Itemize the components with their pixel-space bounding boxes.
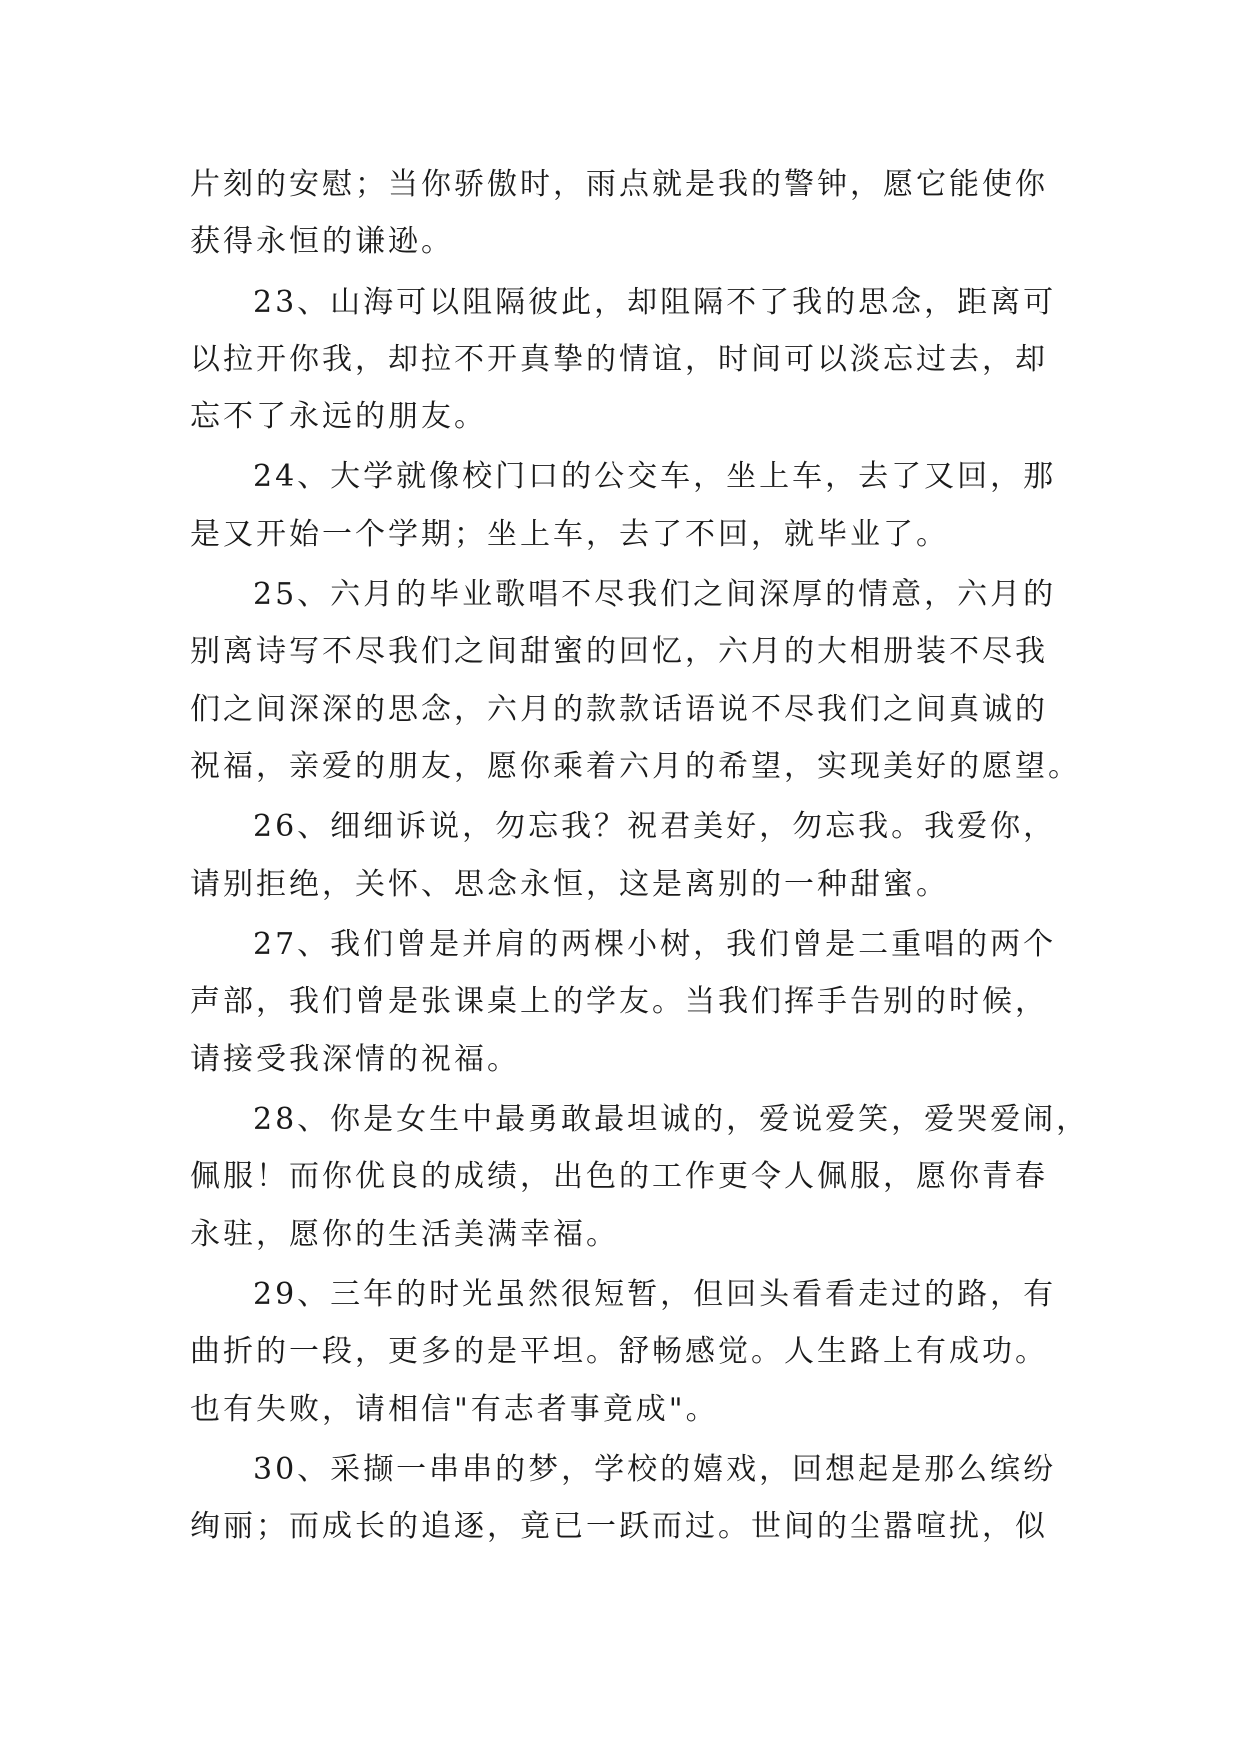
text-line: 别离诗写不尽我们之间甜蜜的回忆，六月的大相册装不尽我 <box>190 634 1048 669</box>
text-line: 们之间深深的思念，六月的款款话语说不尽我们之间真诚的 <box>190 692 1048 727</box>
text-line: 是又开始一个学期；坐上车，去了不回，就毕业了。 <box>190 517 949 552</box>
text-line: 片刻的安慰；当你骄傲时，雨点就是我的警钟，愿它能使你 <box>190 167 1048 202</box>
text-line: 23、山海可以阻隔彼此，却阻隔不了我的思念，距离可 <box>253 285 1057 320</box>
text-line: 佩服！而你优良的成绩，出色的工作更令人佩服，愿你青春 <box>190 1159 1048 1194</box>
text-line: 曲折的一段，更多的是平坦。舒畅感觉。人生路上有成功。 <box>190 1334 1048 1369</box>
text-line: 28、你是女生中最勇敢最坦诚的，爱说爱笑，爱哭爱闹， <box>253 1102 1090 1137</box>
text-line: 请接受我深情的祝福。 <box>190 1042 520 1077</box>
text-line: 请别拒绝，关怀、思念永恒，这是离别的一种甜蜜。 <box>190 867 949 902</box>
text-line: 30、采撷一串串的梦，学校的嬉戏，回想起是那么缤纷 <box>253 1452 1057 1487</box>
text-line: 24、大学就像校门口的公交车，坐上车，去了又回，那 <box>253 459 1057 494</box>
text-line: 祝福，亲爱的朋友，愿你乘着六月的希望，实现美好的愿望。 <box>190 749 1081 784</box>
text-line: 获得永恒的谦逊。 <box>190 224 454 259</box>
text-line: 忘不了永远的朋友。 <box>190 399 487 434</box>
text-line: 声部，我们曾是张课桌上的学友。当我们挥手告别的时候， <box>190 984 1048 1019</box>
text-line: 27、我们曾是并肩的两棵小树，我们曾是二重唱的两个 <box>253 927 1057 962</box>
text-line: 永驻，愿你的生活美满幸福。 <box>190 1217 619 1252</box>
text-line: 29、三年的时光虽然很短暂，但回头看看走过的路，有 <box>253 1277 1057 1312</box>
text-line: 25、六月的毕业歌唱不尽我们之间深厚的情意，六月的 <box>253 577 1057 612</box>
text-line: 绚丽；而成长的追逐，竟已一跃而过。世间的尘嚣喧扰，似 <box>190 1509 1048 1544</box>
text-line: 26、细细诉说，勿忘我？祝君美好，勿忘我。我爱你， <box>253 809 1057 844</box>
text-line: 也有失败，请相信"有志者事竟成"。 <box>190 1392 719 1427</box>
text-line: 以拉开你我，却拉不开真挚的情谊，时间可以淡忘过去，却 <box>190 342 1048 377</box>
